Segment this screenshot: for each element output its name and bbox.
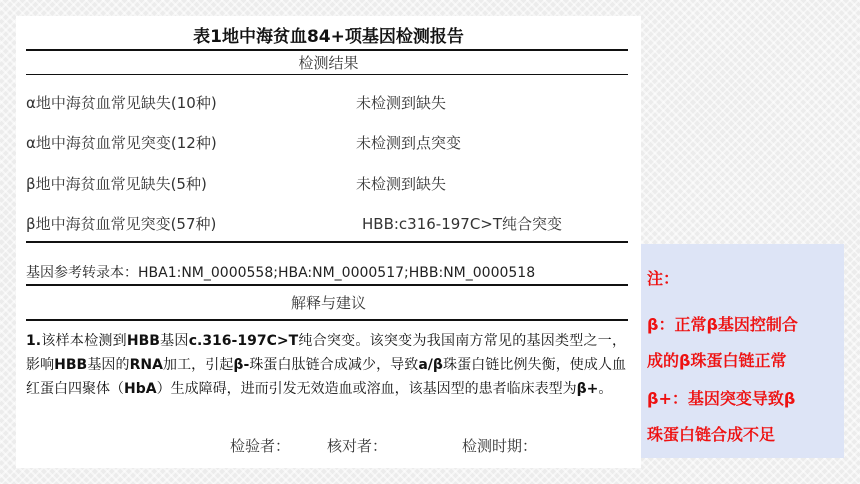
section-heading-interpretation: 解释与建议 <box>290 294 366 312</box>
inspector-label: 检验者： <box>230 437 291 455</box>
test-date-label: 检测时期： <box>462 437 538 455</box>
result-row-value: 未检测到缺失 <box>356 175 447 193</box>
result-row-label: β地中海贫血常见缺失(5种) <box>26 175 207 193</box>
result-row-label: β地中海贫血常见突变(57种) <box>26 215 217 233</box>
result-row-label: α地中海贫血常见缺失(10种) <box>26 94 217 112</box>
divider <box>26 74 628 75</box>
note-box <box>641 244 844 458</box>
result-row-value: 未检测到缺失 <box>356 94 447 112</box>
result-row-label: α地中海贫血常见突变(12种) <box>26 134 217 152</box>
divider <box>26 49 628 51</box>
interpretation-paragraph: 1.该样本检测到HBB基因c.316-197C>T纯合突变。该突变为我国南方常见的基因类型之一，影响HBB基因的RNA加工，引起β-珠蛋白肽链合成减少，导致a/β珠蛋白链比例失衡，使成人血红蛋白四聚体（HbA）生成障碍，进而引发无效造血或溶血，该基因型的患者临床表型为β+。 <box>26 333 627 397</box>
divider <box>26 284 628 286</box>
note-title: 注： <box>647 269 680 288</box>
reviewer-label: 核对者： <box>327 437 388 455</box>
result-row-value: HBB:c316-197C>T纯合突变 <box>362 215 563 233</box>
report-document <box>16 16 641 468</box>
note-line: β：正常β基因控制合 <box>647 315 798 334</box>
section-heading-results: 检测结果 <box>298 54 359 72</box>
note-line: 成的β珠蛋白链正常 <box>647 351 787 370</box>
report-title: 表1地中海贫血84+项基因检测报告 <box>193 27 464 47</box>
divider <box>26 319 628 321</box>
note-line: 珠蛋白链合成不足 <box>647 425 776 444</box>
divider <box>26 241 628 243</box>
reference-transcripts: 基因参考转录本：HBA1:NM_0000558;HBA:NM_0000517;HBB:NM_0000518 <box>26 265 536 281</box>
result-row-value: 未检测到点突变 <box>356 134 462 152</box>
note-line: β+：基因突变导致β <box>647 389 796 408</box>
